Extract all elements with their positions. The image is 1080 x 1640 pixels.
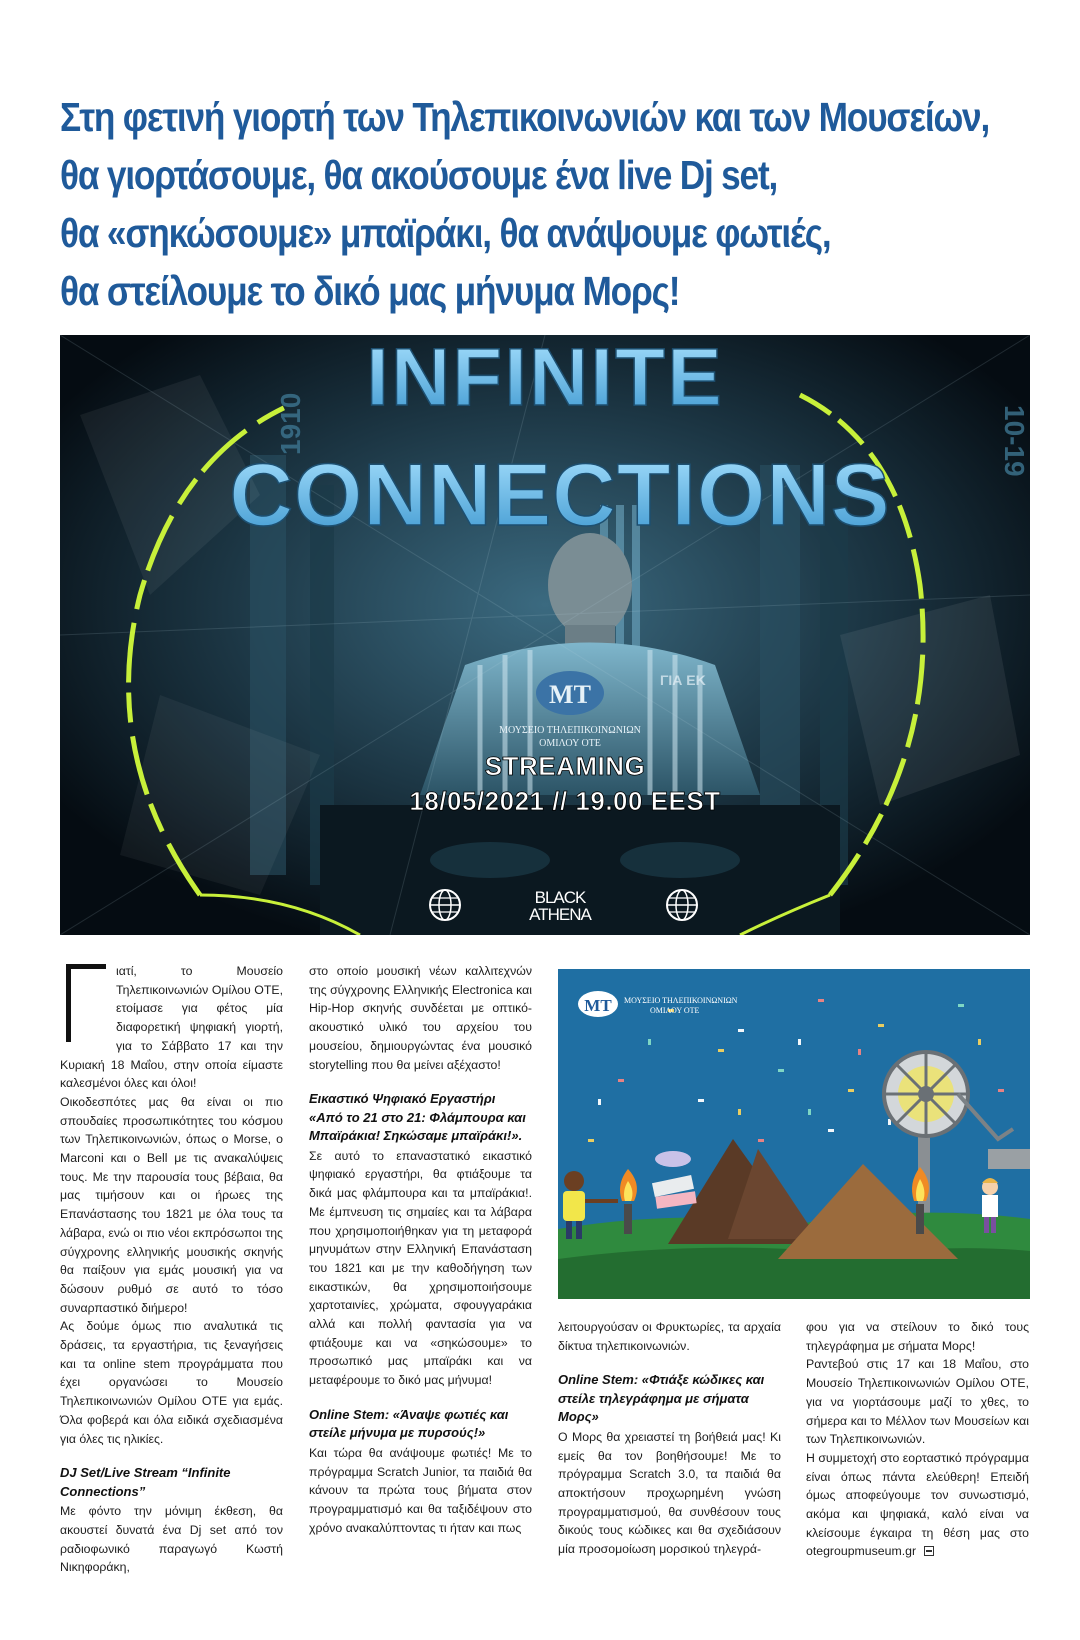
dj-set-paragraph: Με φόντο την μόνιμη έκθεση, θα ακουστεί δυνατά ένα Dj set από τον ραδιοφωνικό παραγωγό Κωστή Νικηφοράκη,: [60, 1504, 283, 1575]
svg-text:1910: 1910: [275, 392, 306, 455]
scratch-illustration-image: [558, 969, 1030, 1299]
workshop-paragraph: Σε αυτό το επαναστατικό εικαστικό ψηφιακό εργαστήρι, θα φτιάξουμε τα δικά μας φλάμπουρα και τα μπαϊράκια!. Με έμπνευση τις σημαίες και τα λάβαρα που χρησιμοποιήθηκαν για τη μεταφορά μηνυμάτων στην Ελληνική Επανάσταση του 1821 και με την καθοδήγηση των εικαστικών, θα χρησιμοποιήσουμε χαρτοταινίες, χρώματα, σφουγγαράκια αλλά και πολλή φαντασία για να φτιάξουμε και να «σηκώσουμε» το προσωπικό μας μπαϊράκι και να μεταφέρουμε το δικό μας μήνυμα!: [309, 1148, 532, 1388]
headline-line-4: θα στείλουμε το δικό μας μήνυμα Μορς!: [60, 268, 680, 314]
workshop-heading: Εικαστικό Ψηφιακό Εργαστήρι «Από το 21 στο 21: Φλάμπουρα και Μπαϊράκια! Σηκώσαμε μπαϊράκι!».: [309, 1091, 526, 1144]
drop-cap-gamma: [60, 964, 108, 1042]
activities-paragraph: Ας δούμε όμως πιο αναλυτικά τις δράσεις, τα εργαστήρια, τις ξεναγήσεις και τα online stem προγράμματα που έχει οργανώσει το Μουσείο Τηλεπικοινωνιών Ομίλου ΟΤΕ για εμάς. Όλα φοβερά και όλα ειδικά σχεδιασμένα για όλες τις ηλικίες.: [60, 1319, 283, 1446]
article-column-4: [806, 1318, 1029, 1561]
rendezvous-paragraph: Ραντεβού στις 17 και 18 Μαΐου, στο Μουσείο Τηλεπικοινωνιών Ομίλου ΟΤΕ, για να γιορτάσουμε μαζί το χθες, το σήμερα και το Μέλλον των Μουσείων και των Τηλεπικοινωνιών.: [806, 1357, 1029, 1447]
dj-set-heading: DJ Set/Live Stream “Infinite Connections”: [60, 1465, 231, 1499]
closing-paragraph: [806, 1449, 1029, 1561]
svg-text:10-19: 10-19: [999, 405, 1030, 477]
stem-fires-paragraph: Και τώρα θα ανάψουμε φωτιές! Με το πρόγραμμα Scratch Junior, τα παιδιά θα κάνουν τα πρώτα τους βήματα στον προγραμματισμό και θα ταξιδέψουν στο χρόνο ανακαλύπτοντας τι ήταν και πως: [309, 1445, 532, 1535]
poster-museum-logo-text: MΤ: [549, 680, 591, 709]
event-poster-image: [60, 335, 1030, 935]
poster-graphic: [60, 335, 1030, 935]
article-column-3: [558, 1318, 781, 1559]
poster-title-line-2: CONNECTIONS: [229, 445, 891, 544]
poster-datetime: 18/05/2021 // 19.00 EEST: [409, 786, 721, 816]
hosts-paragraph: Οικοδεσπότες μας θα είναι οι πιο σπουδαίες προσωπικότητες του κόσμου των Τηλεπικοινωνιών, όπως ο Morse, ο Marconi και ο Bell με τις ανακαλύψεις τους. Με την παρουσία τους βέβαια, θα μας τιμήσουν και οι ήρωες της Επανάστασης του 1821 με όλα τους τα λάβαρα, ενώ οι πιο νέοι εκπρόσωποι της σύγχρονης ελληνικής μουσικής σκηνής θα παίξουν για εμάς μουσική για να δώσουν ρυθμό σε αυτό το τόσο συναρπαστικό διήμερο!: [60, 1094, 283, 1315]
poster-streaming-label: STREAMING: [484, 751, 646, 781]
end-of-article-icon: [924, 1546, 934, 1556]
illustration-label-2: ΟΜΙΛΟΥ ΟΤΕ: [650, 1006, 700, 1015]
black-athena-logo-line-1: BLACK: [534, 888, 586, 907]
stem-morse-paragraph: Ο Μορς θα χρειαστεί τη βοήθειά μας! Κι εμείς θα τον βοηθήσουμε! Με το πρόγραμμα Scratch 3.0, τα παιδιά θα αποκτήσουν προχωρημένη γνώση προγραμματισμού, θα συνθέσουν τους δικούς τους κώδικες και θα σχεδιάσουν μία προσομοίωση μορσικού τηλεγρά-: [558, 1429, 781, 1557]
stem-fires-paragraph-cont: λειτουργούσαν οι Φρυκτωρίες, τα αρχαία δίκτυα τηλεπικοινωνιών.: [558, 1320, 781, 1353]
poster-shirt-text: ΓΙΑ ΕΚ: [660, 672, 706, 688]
intro-paragraph: ιατί, το Μουσείο Τηλεπικοινωνιών Ομίλου ΟΤΕ, ετοίμασε για φέτος μία διαφορετική ψηφιακή γιορτή, για το Σάββατο 17 και την Κυριακή 18 Μαΐου, στην οποία είμαστε καλεσμένοι όλες και όλοι!: [60, 964, 283, 1091]
illustration-label-1: ΜΟΥΣΕΙΟ ΤΗΛΕΠΙΚΟΙΝΩΝΙΩΝ: [624, 996, 738, 1005]
dj-set-paragraph-cont: στο οποίο μουσική νέων καλλιτεχνών της σύγχρονης Ελληνικής Electronica και Hip-Hop σκηνής συνδέεται με οπτικό-ακουστικό υλικό του αρχείου του μουσείου, δημιουργώντας ένα μουσικό storytelling που θα μείνει αξέχαστο!: [309, 964, 532, 1072]
headline-line-1: Στη φετινή γιορτή των Τηλεπικοινωνιών και των Μουσείων,: [60, 94, 990, 140]
stem-morse-heading: Online Stem: «Φτιάξε κώδικες και στείλε τηλεγράφημα με σήματα Μορς»: [558, 1372, 765, 1425]
headline: [60, 88, 990, 320]
article-column-1: [60, 962, 283, 1577]
stem-morse-paragraph-cont: φου για να στείλουν το δικό τους τηλεγράφημα με σήματα Μορς!: [806, 1320, 1029, 1353]
headline-line-2: θα γιορτάσουμε, θα ακούσουμε ένα live Dj set,: [60, 152, 778, 198]
poster-title-line-1: INFINITE: [366, 335, 724, 423]
illustration-logo-text: MΤ: [584, 996, 612, 1015]
black-athena-logo-line-2: ATHENA: [529, 905, 591, 924]
headline-line-3: θα «σηκώσουμε» μπαϊράκι, θα ανάψουμε φωτιές,: [60, 210, 831, 256]
stem-fires-heading: Online Stem: «Άναψε φωτιές και στείλε μήνυμα με πυρσούς!»: [309, 1406, 509, 1441]
closing-text: Η συμμετοχή στο εορταστικό πρόγραμμα είναι όπως πάντα ελεύθερη! Επειδή όμως αποφεύγουμε τον συνωστισμό, ακόμα και ψηφιακά, καλό είναι να κλείσουμε έγκαιρα τη θέση μας στο otegroupmuseum.gr: [806, 1450, 1029, 1559]
poster-museum-name-1: ΜΟΥΣΕΙΟ ΤΗΛΕΠΙΚΟΙΝΩΝΙΩΝ: [499, 725, 641, 736]
illustration-graphic: [558, 969, 1030, 1299]
article-column-2: [309, 962, 532, 1537]
poster-museum-name-2: ΟΜΙΛΟΥ ΟΤΕ: [539, 738, 601, 749]
